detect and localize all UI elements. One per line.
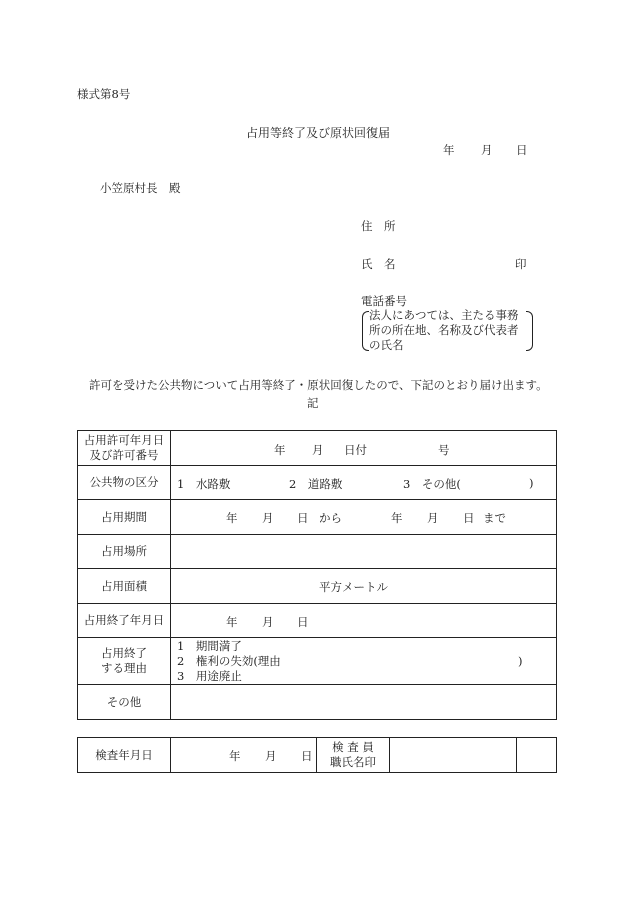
name-label: 氏 名 bbox=[361, 257, 396, 271]
period-m2: 月 bbox=[427, 511, 439, 525]
area-value[interactable] bbox=[171, 569, 557, 604]
row-end-date bbox=[78, 604, 557, 638]
inspection-table bbox=[77, 737, 557, 773]
end-date-day: 日 bbox=[297, 615, 309, 629]
date-month: 月 bbox=[481, 143, 493, 157]
date-day: 日 bbox=[516, 143, 528, 157]
bracket-right bbox=[526, 311, 533, 351]
corp-note-line: 法人にあつては、主たる事務 bbox=[369, 308, 519, 322]
period-value[interactable] bbox=[171, 500, 557, 535]
inspection-year: 年 bbox=[229, 749, 241, 763]
category-label: 公共物の区分 bbox=[78, 466, 171, 500]
inspector-label-line: 職氏名印 bbox=[330, 755, 376, 769]
permit-value[interactable] bbox=[171, 431, 557, 466]
bracket-left bbox=[362, 311, 369, 351]
period-y1: 年 bbox=[226, 511, 238, 525]
inspection-date[interactable] bbox=[171, 738, 317, 773]
form-number: 様式第8号 bbox=[77, 87, 131, 101]
inspector-seal[interactable] bbox=[517, 738, 557, 773]
permit-label bbox=[78, 431, 171, 466]
reason-label-line: 占用終了 bbox=[101, 646, 147, 660]
phone-label: 電話番号 bbox=[361, 294, 407, 308]
inspector-label bbox=[317, 738, 390, 773]
place-label: 占用場所 bbox=[78, 535, 171, 569]
row-permit bbox=[78, 431, 557, 466]
end-date-month: 月 bbox=[262, 615, 274, 629]
form-title: 占用等終了及び原状回復届 bbox=[246, 126, 391, 140]
corp-note-line: 所の所在地、名称及び代表者 bbox=[369, 323, 519, 337]
period-d1: 日 bbox=[297, 511, 309, 525]
category-opt3: 3 その他( bbox=[403, 477, 461, 491]
corp-note-line: の氏名 bbox=[369, 338, 404, 352]
row-category bbox=[78, 466, 557, 500]
permit-label-line: 占用許可年月日 bbox=[83, 433, 165, 447]
inspector-name[interactable] bbox=[390, 738, 517, 773]
place-value[interactable] bbox=[171, 535, 557, 569]
statement: 許可を受けた公共物について占用等終了・原状回復したので、下記のとおり届け出ます。 bbox=[89, 378, 548, 392]
corp-note bbox=[369, 308, 519, 353]
category-opt1: 1 水路敷 bbox=[177, 477, 231, 491]
row-reason bbox=[78, 638, 557, 685]
category-value[interactable] bbox=[171, 466, 557, 500]
inspection-day: 日 bbox=[301, 749, 313, 763]
row-period bbox=[78, 500, 557, 535]
reason-item: 2 権利の失効(理由 bbox=[177, 654, 281, 668]
period-from: から bbox=[319, 511, 342, 525]
permit-month: 月 bbox=[312, 443, 324, 457]
address-label: 住 所 bbox=[361, 219, 396, 233]
end-date-label: 占用終了年月日 bbox=[78, 604, 171, 638]
category-opt2: 2 道路敷 bbox=[289, 477, 343, 491]
reason-label bbox=[78, 638, 171, 685]
category-close: ) bbox=[529, 476, 534, 490]
reason-list bbox=[177, 639, 281, 684]
permit-number: 号 bbox=[438, 443, 450, 457]
inspection-month: 月 bbox=[265, 749, 277, 763]
seal-mark: 印 bbox=[515, 257, 527, 271]
area-unit: 平方メートル bbox=[319, 580, 388, 594]
period-m1: 月 bbox=[262, 511, 274, 525]
reason-label-line: する理由 bbox=[101, 661, 147, 675]
row-inspection bbox=[78, 738, 557, 773]
ki-mark: 記 bbox=[307, 396, 319, 410]
reason-close: ) bbox=[518, 654, 523, 668]
row-area bbox=[78, 569, 557, 604]
row-place bbox=[78, 535, 557, 569]
period-label: 占用期間 bbox=[78, 500, 171, 535]
inspector-label-line: 検 査 員 bbox=[332, 740, 374, 754]
main-table bbox=[77, 430, 557, 720]
reason-item: 3 用途廃止 bbox=[177, 669, 242, 683]
end-date-year: 年 bbox=[226, 615, 238, 629]
period-until: まで bbox=[483, 511, 506, 525]
end-date-value[interactable] bbox=[171, 604, 557, 638]
date-year: 年 bbox=[443, 143, 455, 157]
period-d2: 日 bbox=[463, 511, 475, 525]
addressee: 小笠原村長 殿 bbox=[100, 181, 181, 195]
reason-item: 1 期間満了 bbox=[177, 639, 242, 653]
other-label: その他 bbox=[78, 685, 171, 720]
period-y2: 年 bbox=[391, 511, 403, 525]
permit-dated: 日付 bbox=[344, 443, 367, 457]
permit-label-line: 及び許可番号 bbox=[89, 448, 159, 462]
other-value[interactable] bbox=[171, 685, 557, 720]
reason-value[interactable] bbox=[171, 638, 557, 685]
inspection-label: 検査年月日 bbox=[78, 738, 171, 773]
row-other bbox=[78, 685, 557, 720]
permit-year: 年 bbox=[274, 443, 286, 457]
area-label: 占用面積 bbox=[78, 569, 171, 604]
